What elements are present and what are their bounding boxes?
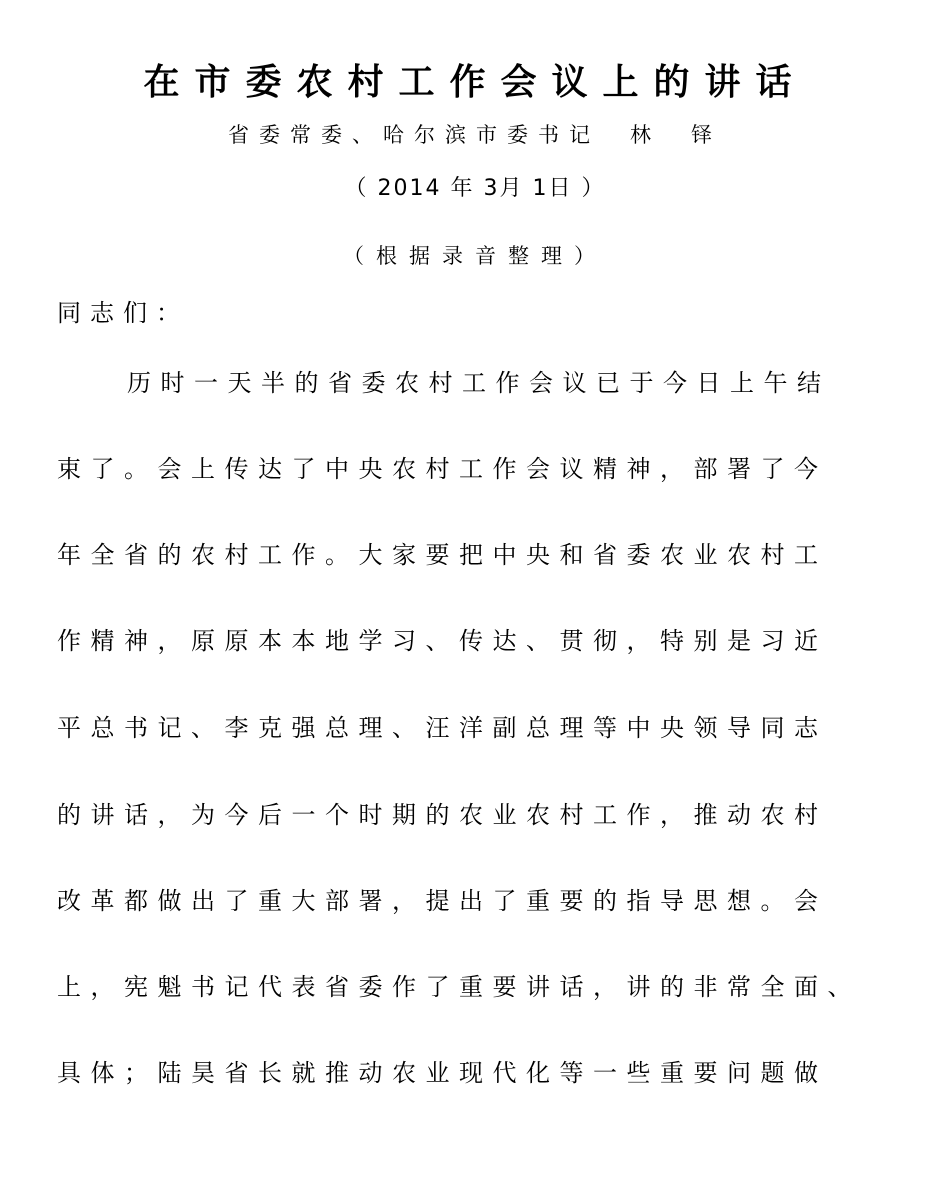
body-line: 年全省的农村工作。大家要把中央和省委农业农村工 xyxy=(57,541,828,569)
body-line: 束了。会上传达了中央农村工作会议精神，部署了今 xyxy=(57,455,828,483)
body-line: 具体；陆昊省长就推动农业现代化等一些重要问题做 xyxy=(57,1059,828,1087)
transcription-note: （根据录音整理） xyxy=(343,244,607,268)
document-subtitle xyxy=(0,120,950,150)
body-line: 作精神，原原本本地学习、传达、贯彻，特别是习近 xyxy=(57,627,828,655)
author-surname: 林 xyxy=(630,123,661,147)
document-title: 在市委农村工作会议上的讲话 xyxy=(143,61,807,103)
body-line: 历时一天半的省委农村工作会议已于今日上午结 xyxy=(127,369,831,397)
body-line: 平总书记、李克强总理、汪洋副总理等中央领导同志 xyxy=(57,714,828,742)
body-line: 上，宪魁书记代表省委作了重要讲话，讲的非常全面、 xyxy=(57,973,861,1001)
author-given-name: 铎 xyxy=(691,123,722,147)
document-date: （ 2014 年 3月 1日 ） xyxy=(344,176,606,201)
author-role: 省委常委、哈尔滨市委书记 xyxy=(228,123,600,147)
body-line: 的讲话，为今后一个时期的农业农村工作，推动农村 xyxy=(57,801,828,829)
salutation: 同志们： xyxy=(57,299,189,327)
body-line: 改革都做出了重大部署，提出了重要的指导思想。会 xyxy=(57,887,828,915)
